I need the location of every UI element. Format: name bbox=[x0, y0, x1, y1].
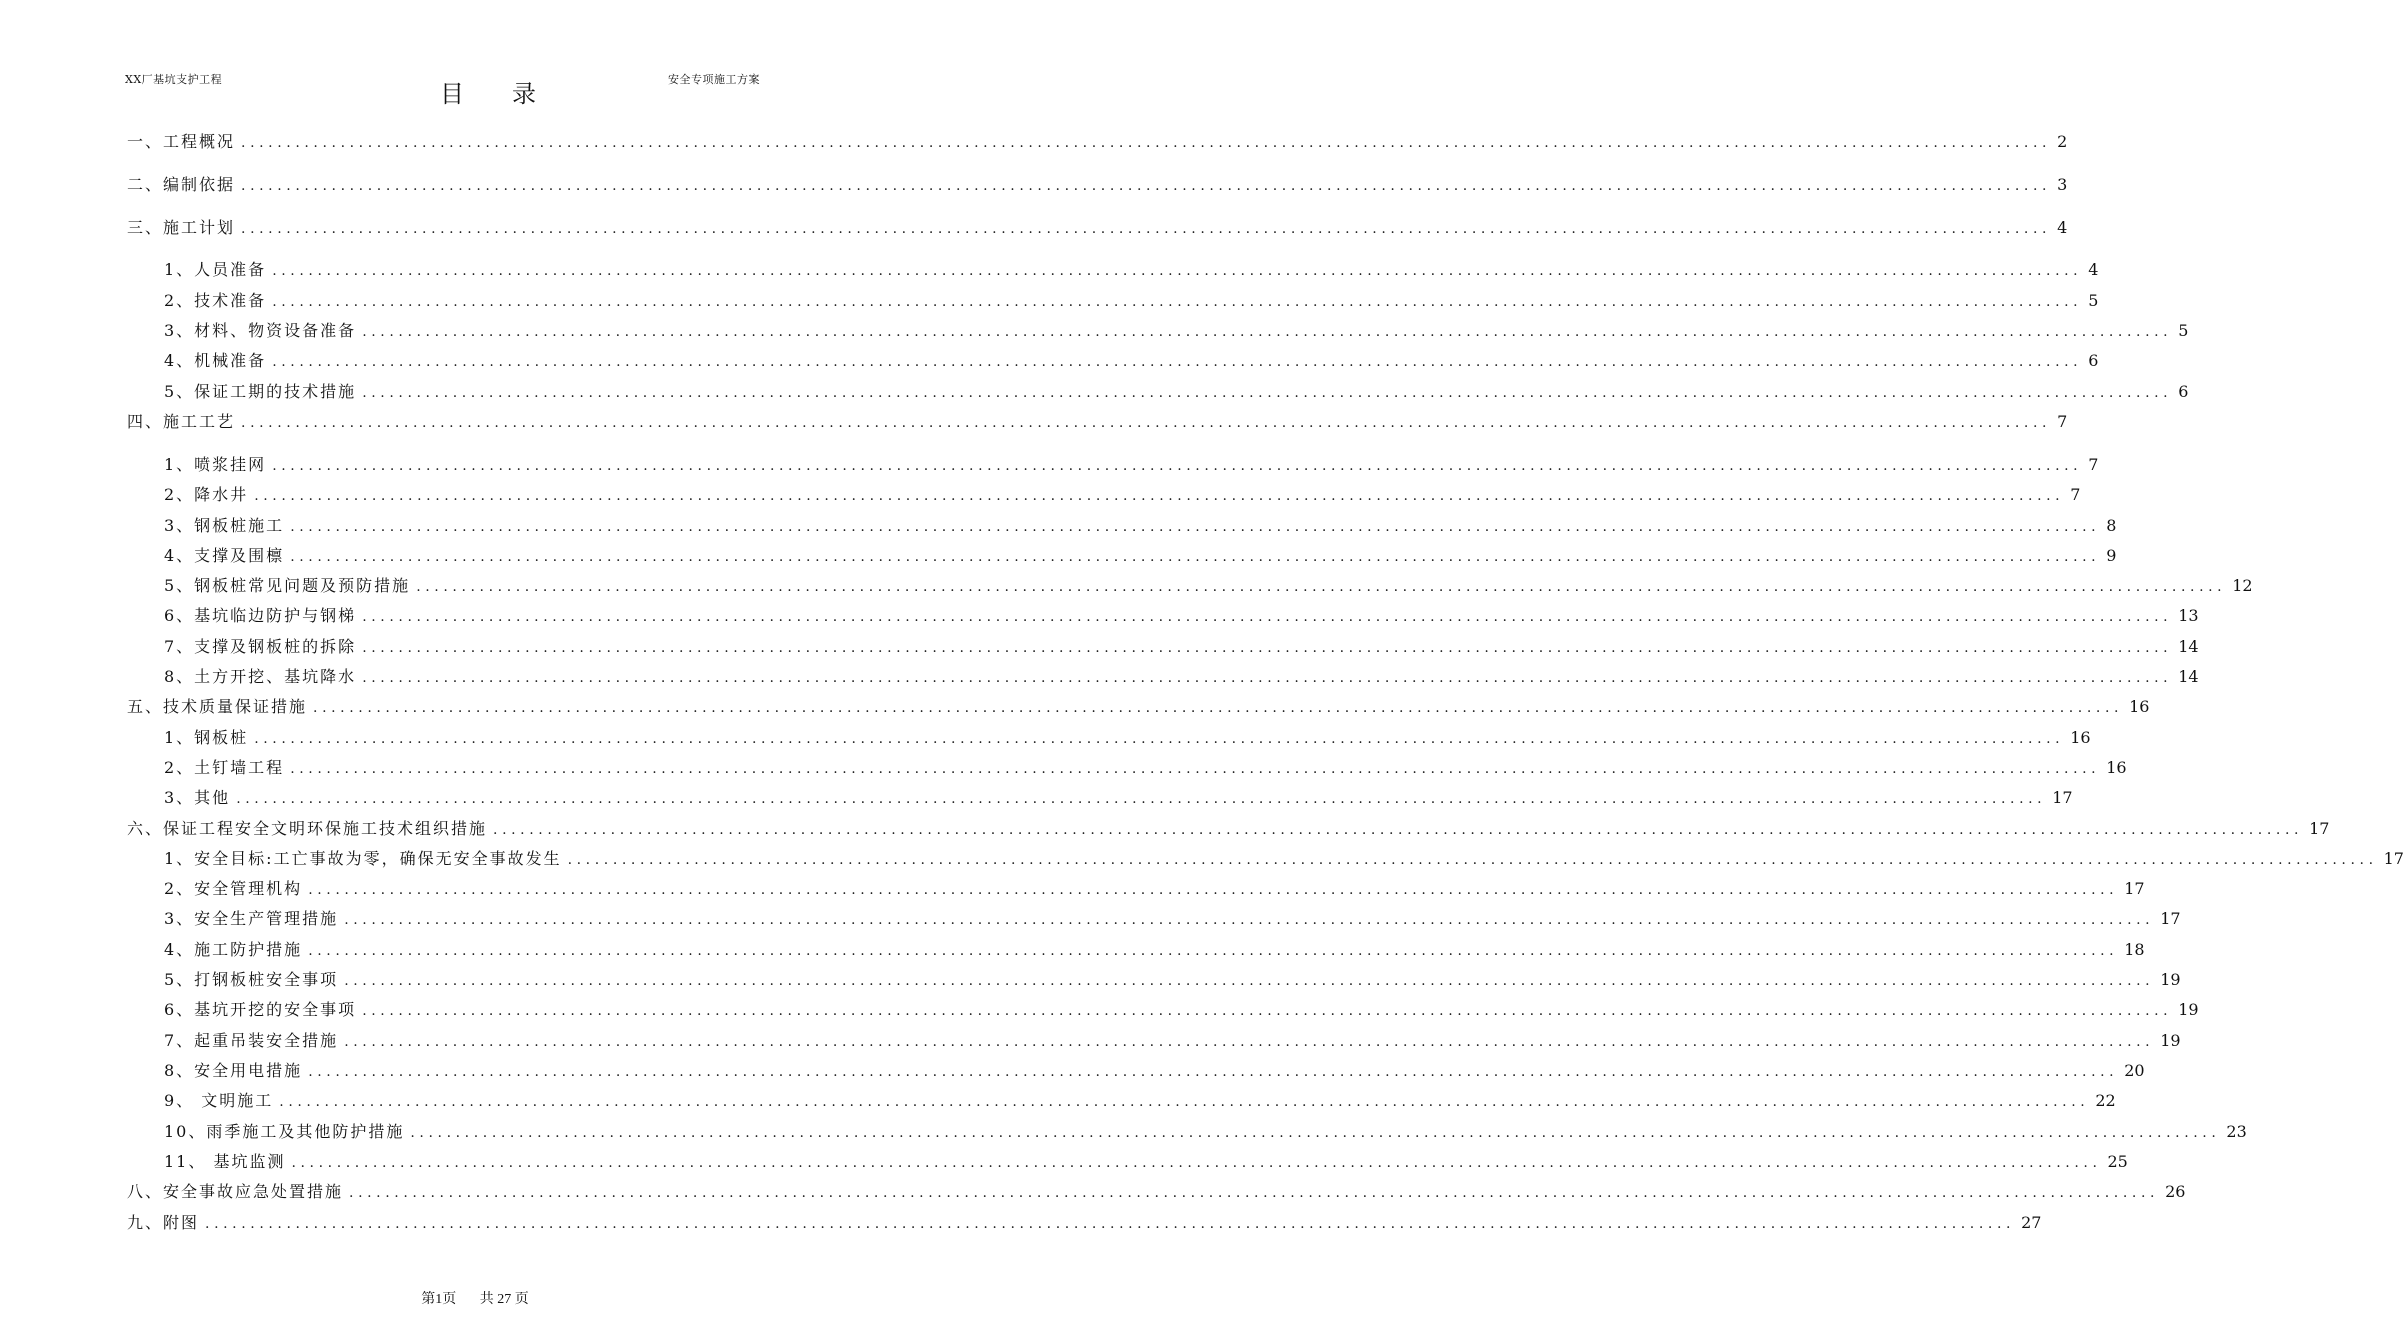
toc-entry-page: 7 bbox=[2070, 485, 2081, 504]
toc-dot-leader: ........................................................................................................................................................................................................ bbox=[349, 1185, 2160, 1201]
toc-entry[interactable] bbox=[164, 787, 2073, 809]
toc-entry[interactable] bbox=[164, 1060, 2145, 1082]
toc-dot-leader: ........................................................................................................................................................................................................ bbox=[241, 415, 2052, 431]
toc-entry-page: 26 bbox=[2165, 1182, 2186, 1201]
toc-dot-leader: ........................................................................................................................................................................................................ bbox=[290, 549, 2101, 565]
toc-entry-page: 3 bbox=[2057, 175, 2068, 194]
toc-entry[interactable] bbox=[164, 878, 2145, 900]
toc-entry-label: 2、土钉墙工程 bbox=[164, 758, 285, 777]
toc-entry[interactable] bbox=[164, 575, 2253, 597]
toc-entry-page: 6 bbox=[2178, 382, 2189, 401]
toc-entry[interactable] bbox=[164, 969, 2181, 991]
header-project-name: XX厂基坑支护工程 bbox=[125, 73, 223, 86]
toc-entry-page: 25 bbox=[2107, 1152, 2128, 1171]
toc-entry-label: 5、打钢板桩安全事项 bbox=[164, 970, 339, 989]
toc-entry[interactable] bbox=[164, 381, 2189, 403]
toc-entry-label: 10、雨季施工及其他防护措施 bbox=[164, 1122, 405, 1141]
toc-entry-label: 五、技术质量保证措施 bbox=[127, 697, 308, 716]
toc-entry-page: 20 bbox=[2124, 1061, 2145, 1080]
toc-dot-leader: ........................................................................................................................................................................................................ bbox=[241, 178, 2052, 194]
toc-entry[interactable] bbox=[164, 727, 2091, 749]
toc-entry-page: 19 bbox=[2178, 1000, 2199, 1019]
toc-entry-label: 4、施工防护措施 bbox=[164, 940, 303, 959]
toc-entry-label: 2、降水井 bbox=[164, 485, 249, 504]
toc-dot-leader: ........................................................................................................................................................................................................ bbox=[493, 822, 2304, 838]
toc-entry-page: 16 bbox=[2129, 697, 2150, 716]
toc-entry-page: 4 bbox=[2057, 218, 2068, 237]
toc-entry-label: 2、安全管理机构 bbox=[164, 879, 303, 898]
toc-dot-leader: ........................................................................................................................................................................................................ bbox=[362, 640, 2173, 656]
toc-entry[interactable] bbox=[164, 939, 2145, 961]
toc-entry-page: 5 bbox=[2088, 291, 2099, 310]
toc-dot-leader: ........................................................................................................................................................................................................ bbox=[344, 1034, 2155, 1050]
toc-entry-page: 9 bbox=[2106, 546, 2117, 565]
toc-entry-page: 12 bbox=[2232, 576, 2253, 595]
toc-entry[interactable] bbox=[127, 818, 2330, 840]
toc-entry[interactable] bbox=[164, 320, 2189, 342]
toc-entry[interactable] bbox=[164, 999, 2199, 1021]
toc-entry[interactable] bbox=[164, 545, 2117, 567]
toc-entry-label: 4、支撑及围檩 bbox=[164, 546, 285, 565]
toc-dot-leader: ........................................................................................................................................................................................................ bbox=[410, 1125, 2221, 1141]
footer-page-number: 第1页 bbox=[421, 1292, 457, 1307]
toc-entry-label: 六、保证工程安全文明环保施工技术组织措施 bbox=[127, 819, 488, 838]
toc-dot-leader: ........................................................................................................................................................................................................ bbox=[272, 294, 2083, 310]
toc-entry-page: 16 bbox=[2070, 728, 2091, 747]
toc-dot-leader: ........................................................................................................................................................................................................ bbox=[272, 354, 2083, 370]
toc-entry-page: 18 bbox=[2124, 940, 2145, 959]
toc-entry[interactable] bbox=[164, 290, 2099, 312]
page-footer bbox=[0, 1288, 950, 1308]
toc-entry-label: 1、喷浆挂网 bbox=[164, 455, 267, 474]
toc-entry-label: 1、安全目标:工亡事故为零，确保无安全事故发生 bbox=[164, 849, 562, 868]
page-title: 目录 bbox=[440, 80, 584, 108]
toc-entry-page: 2 bbox=[2057, 132, 2068, 151]
toc-entry-label: 9、 文明施工 bbox=[164, 1091, 274, 1110]
toc-entry[interactable] bbox=[127, 131, 2068, 153]
toc-entry-page: 19 bbox=[2160, 1031, 2181, 1050]
toc-dot-leader: ........................................................................................................................................................................................................ bbox=[567, 852, 2378, 868]
toc-entry-page: 16 bbox=[2106, 758, 2127, 777]
toc-dot-leader: ........................................................................................................................................................................................................ bbox=[313, 700, 2124, 716]
toc-dot-leader: ........................................................................................................................................................................................................ bbox=[241, 221, 2052, 237]
toc-entry-label: 3、其他 bbox=[164, 788, 231, 807]
toc-dot-leader: ........................................................................................................................................................................................................ bbox=[344, 973, 2155, 989]
toc-dot-leader: ........................................................................................................................................................................................................ bbox=[308, 943, 2119, 959]
toc-entry-page: 17 bbox=[2160, 909, 2181, 928]
toc-entry-page: 17 bbox=[2124, 879, 2145, 898]
toc-dot-leader: ........................................................................................................................................................................................................ bbox=[362, 385, 2173, 401]
toc-entry[interactable] bbox=[127, 411, 2068, 433]
toc-entry[interactable] bbox=[164, 484, 2081, 506]
toc-entry-label: 3、钢板桩施工 bbox=[164, 516, 285, 535]
toc-entry-label: 11、 基坑监测 bbox=[164, 1152, 286, 1171]
toc-entry[interactable] bbox=[164, 757, 2127, 779]
toc-dot-leader: ........................................................................................................................................................................................................ bbox=[308, 882, 2119, 898]
toc-entry-label: 3、材料、物资设备准备 bbox=[164, 321, 357, 340]
toc-entry[interactable] bbox=[164, 666, 2199, 688]
toc-entry-page: 17 bbox=[2309, 819, 2330, 838]
toc-entry-label: 8、土方开挖、基坑降水 bbox=[164, 667, 357, 686]
toc-dot-leader: ........................................................................................................................................................................................................ bbox=[241, 135, 2052, 151]
toc-entry-page: 27 bbox=[2021, 1213, 2042, 1232]
toc-entry-label: 四、施工工艺 bbox=[127, 412, 236, 431]
toc-entry-page: 23 bbox=[2226, 1122, 2247, 1141]
toc-entry[interactable] bbox=[164, 454, 2099, 476]
toc-entry-label: 1、钢板桩 bbox=[164, 728, 249, 747]
toc-entry[interactable] bbox=[164, 636, 2199, 658]
toc-dot-leader: ........................................................................................................................................................................................................ bbox=[362, 324, 2173, 340]
toc-entry-label: 7、支撑及钢板桩的拆除 bbox=[164, 637, 357, 656]
toc-entry[interactable] bbox=[127, 217, 2068, 239]
header-document-type: 安全专项施工方案 bbox=[668, 73, 760, 86]
toc-entry-label: 5、保证工期的技术措施 bbox=[164, 382, 357, 401]
toc-entry-page: 22 bbox=[2095, 1091, 2116, 1110]
toc-entry[interactable] bbox=[164, 350, 2099, 372]
footer-total-pages: 共 27 页 bbox=[479, 1292, 529, 1307]
toc-entry-label: 二、编制依据 bbox=[127, 175, 236, 194]
toc-entry-label: 6、基坑临边防护与钢梯 bbox=[164, 606, 357, 625]
toc-dot-leader: ........................................................................................................................................................................................................ bbox=[236, 791, 2047, 807]
toc-entry-label: 3、安全生产管理措施 bbox=[164, 909, 339, 928]
toc-entry[interactable] bbox=[164, 1030, 2181, 1052]
toc-entry[interactable] bbox=[127, 1212, 2042, 1234]
toc-dot-leader: ........................................................................................................................................................................................................ bbox=[362, 1003, 2173, 1019]
toc-entry[interactable] bbox=[164, 605, 2199, 627]
toc-entry-page: 17 bbox=[2052, 788, 2073, 807]
toc-dot-leader: ........................................................................................................................................................................................................ bbox=[272, 263, 2083, 279]
toc-entry-page: 13 bbox=[2178, 606, 2199, 625]
toc-dot-leader: ........................................................................................................................................................................................................ bbox=[416, 579, 2227, 595]
toc-entry[interactable] bbox=[127, 1181, 2186, 1203]
toc-entry[interactable] bbox=[164, 1121, 2247, 1143]
toc-entry-label: 八、安全事故应急处置措施 bbox=[127, 1182, 344, 1201]
toc-entry-page: 7 bbox=[2057, 412, 2068, 431]
toc-entry-label: 8、安全用电措施 bbox=[164, 1061, 303, 1080]
toc-entry[interactable] bbox=[164, 515, 2117, 537]
toc-dot-leader: ........................................................................................................................................................................................................ bbox=[272, 458, 2083, 474]
toc-dot-leader: ........................................................................................................................................................................................................ bbox=[279, 1094, 2090, 1110]
toc-dot-leader: ........................................................................................................................................................................................................ bbox=[362, 670, 2173, 686]
toc-entry[interactable] bbox=[127, 174, 2068, 196]
toc-entry-page: 6 bbox=[2088, 351, 2099, 370]
toc-entry-page: 4 bbox=[2088, 260, 2099, 279]
toc-entry-page: 14 bbox=[2178, 637, 2199, 656]
toc-dot-leader: ........................................................................................................................................................................................................ bbox=[290, 519, 2101, 535]
toc-dot-leader: ........................................................................................................................................................................................................ bbox=[362, 609, 2173, 625]
toc-entry[interactable] bbox=[127, 696, 2150, 718]
toc-entry-label: 4、机械准备 bbox=[164, 351, 267, 370]
toc-entry-page: 5 bbox=[2178, 321, 2189, 340]
toc-dot-leader: ........................................................................................................................................................................................................ bbox=[205, 1216, 2016, 1232]
toc-dot-leader: ........................................................................................................................................................................................................ bbox=[254, 731, 2065, 747]
toc-entry-label: 1、人员准备 bbox=[164, 260, 267, 279]
toc-entry[interactable] bbox=[164, 848, 2404, 870]
toc-dot-leader: ........................................................................................................................................................................................................ bbox=[344, 912, 2155, 928]
toc-entry[interactable] bbox=[164, 1151, 2128, 1173]
toc-entry-label: 2、技术准备 bbox=[164, 291, 267, 310]
toc-entry-page: 14 bbox=[2178, 667, 2199, 686]
toc-dot-leader: ........................................................................................................................................................................................................ bbox=[308, 1064, 2119, 1080]
toc-entry[interactable] bbox=[164, 908, 2181, 930]
toc-entry-label: 7、起重吊装安全措施 bbox=[164, 1031, 339, 1050]
toc-dot-leader: ........................................................................................................................................................................................................ bbox=[290, 761, 2101, 777]
toc-entry-label: 6、基坑开挖的安全事项 bbox=[164, 1000, 357, 1019]
toc-dot-leader: ........................................................................................................................................................................................................ bbox=[254, 488, 2065, 504]
toc-entry-label: 一、工程概况 bbox=[127, 132, 236, 151]
toc-entry[interactable] bbox=[164, 1090, 2116, 1112]
toc-entry-page: 7 bbox=[2088, 455, 2099, 474]
toc-entry-page: 19 bbox=[2160, 970, 2181, 989]
toc-entry[interactable] bbox=[164, 259, 2099, 281]
toc-entry-page: 17 bbox=[2383, 849, 2404, 868]
toc-entry-label: 5、钢板桩常见问题及预防措施 bbox=[164, 576, 411, 595]
toc-entry-page: 8 bbox=[2106, 516, 2117, 535]
toc-entry-label: 九、附图 bbox=[127, 1213, 200, 1232]
toc-dot-leader: ........................................................................................................................................................................................................ bbox=[291, 1155, 2102, 1171]
toc-entry-label: 三、施工计划 bbox=[127, 218, 236, 237]
